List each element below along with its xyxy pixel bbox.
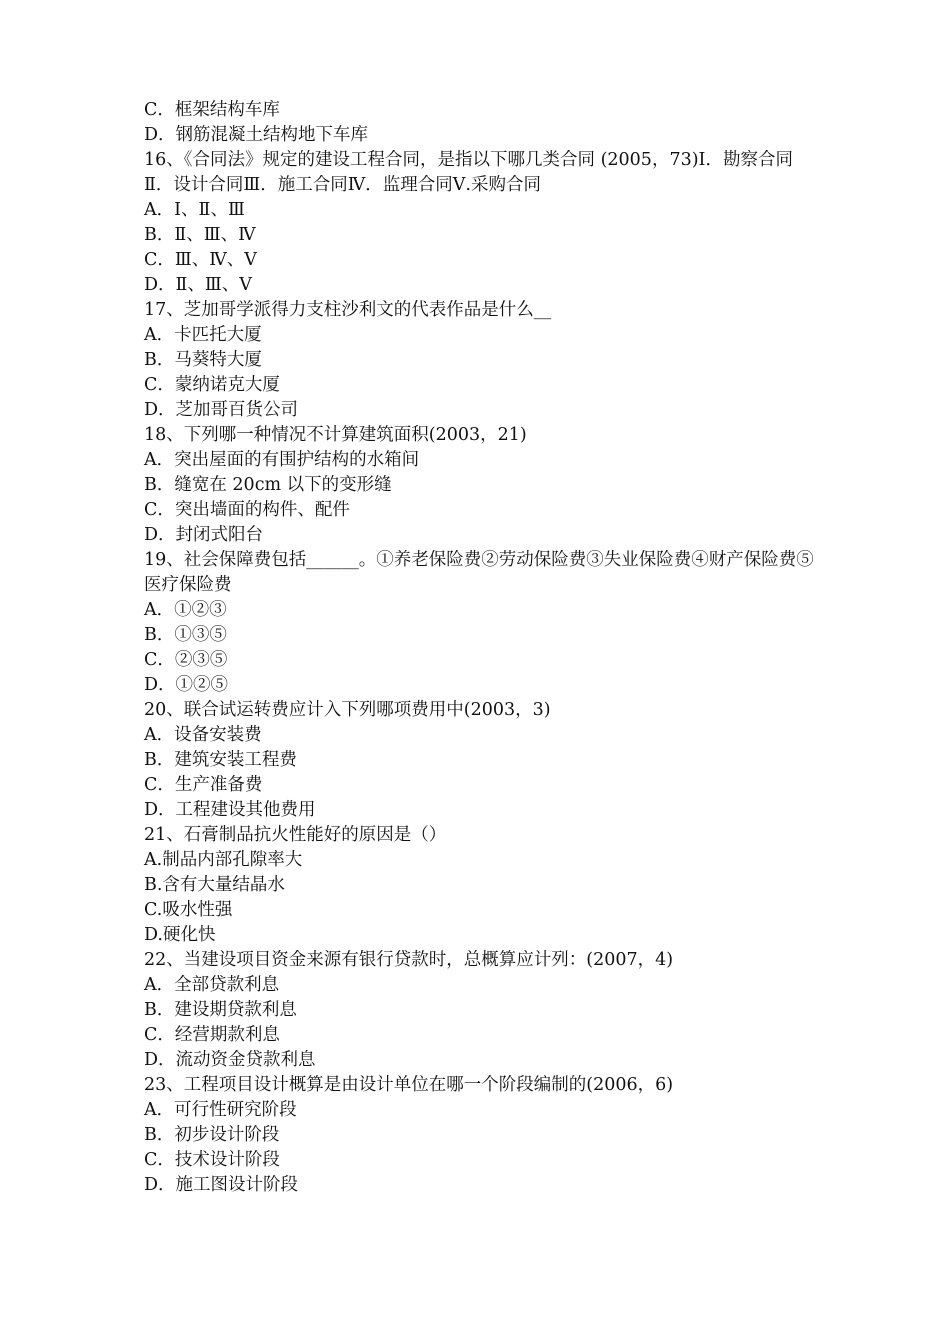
option-d-q19: D．①②⑤ <box>144 675 229 695</box>
question-22: 22、当建设项目资金来源有银行贷款时，总概算应计列：(2007，4) <box>144 950 674 970</box>
option-c-q16: C．Ⅲ、Ⅳ、Ⅴ <box>144 250 257 270</box>
option-c-q21: C.吸水性强 <box>144 900 233 920</box>
option-c-q17: C．蒙纳诺克大厦 <box>144 375 280 395</box>
option-b-q19: B．①③⑤ <box>144 625 227 645</box>
option-d-q20: D．工程建设其他费用 <box>144 800 316 820</box>
option-d-q23: D．施工图设计阶段 <box>144 1175 299 1195</box>
option-b-q20: B．建筑安装工程费 <box>144 750 297 770</box>
option-d-q15: D．钢筋混凝土结构地下车库 <box>144 125 369 145</box>
option-c-q15: C．框架结构车库 <box>144 100 280 120</box>
option-c-q22: C．经营期款利息 <box>144 1025 280 1045</box>
option-b-q21: B.含有大量结晶水 <box>144 875 285 895</box>
option-a-q21: A.制品内部孔隙率大 <box>144 850 303 870</box>
question-17: 17、芝加哥学派得力支柱沙利文的代表作品是什么__ <box>144 300 552 320</box>
option-c-q23: C．技术设计阶段 <box>144 1150 280 1170</box>
option-c-q18: C．突出墙面的构件、配件 <box>144 500 350 520</box>
option-c-q20: C．生产准备费 <box>144 775 263 795</box>
option-a-q17: A．卡匹托大厦 <box>144 325 262 345</box>
option-d-q22: D．流动资金贷款利息 <box>144 1050 316 1070</box>
option-b-q18: B．缝宽在 20cm 以下的变形缝 <box>144 475 392 495</box>
question-20: 20、联合试运转费应计入下列哪项费用中(2003，3) <box>144 700 551 720</box>
option-a-q22: A．全部贷款利息 <box>144 975 280 995</box>
option-a-q23: A．可行性研究阶段 <box>144 1100 297 1120</box>
question-18: 18、下列哪一种情况不计算建筑面积(2003，21) <box>144 425 527 445</box>
option-b-q16: B．Ⅱ、Ⅲ、Ⅳ <box>144 225 256 245</box>
option-c-q19: C．②③⑤ <box>144 650 228 670</box>
document-body <box>144 98 814 1198</box>
option-b-q17: B．马葵特大厦 <box>144 350 262 370</box>
question-21: 21、石膏制品抗火性能好的原因是（） <box>144 825 447 845</box>
option-b-q23: B．初步设计阶段 <box>144 1125 280 1145</box>
option-d-q17: D．芝加哥百货公司 <box>144 400 299 420</box>
option-d-q21: D.硬化快 <box>144 925 216 945</box>
option-a-q19: A．①②③ <box>144 600 227 620</box>
option-a-q20: A．设备安装费 <box>144 725 262 745</box>
option-d-q16: D．Ⅱ、Ⅲ、Ⅴ <box>144 275 252 295</box>
option-a-q18: A．突出屋面的有围护结构的水箱间 <box>144 450 420 470</box>
option-a-q16: A．Ⅰ、Ⅱ、Ⅲ <box>144 200 245 220</box>
option-b-q22: B．建设期贷款利息 <box>144 1000 297 1020</box>
question-16: 16、《合同法》规定的建设工程合同，是指以下哪几类合同 (2005，73)Ⅰ．勘察合同Ⅱ．设计合同Ⅲ．施工合同Ⅳ．监理合同Ⅴ.采购合同 <box>144 150 793 195</box>
option-d-q18: D．封闭式阳台 <box>144 525 264 545</box>
question-19: 19、社会保障费包括______。①养老保险费②劳动保险费③失业保险费④财产保险费⑤医疗保险费 <box>144 550 814 595</box>
question-23: 23、工程项目设计概算是由设计单位在哪一个阶段编制的(2006，6) <box>144 1075 674 1095</box>
